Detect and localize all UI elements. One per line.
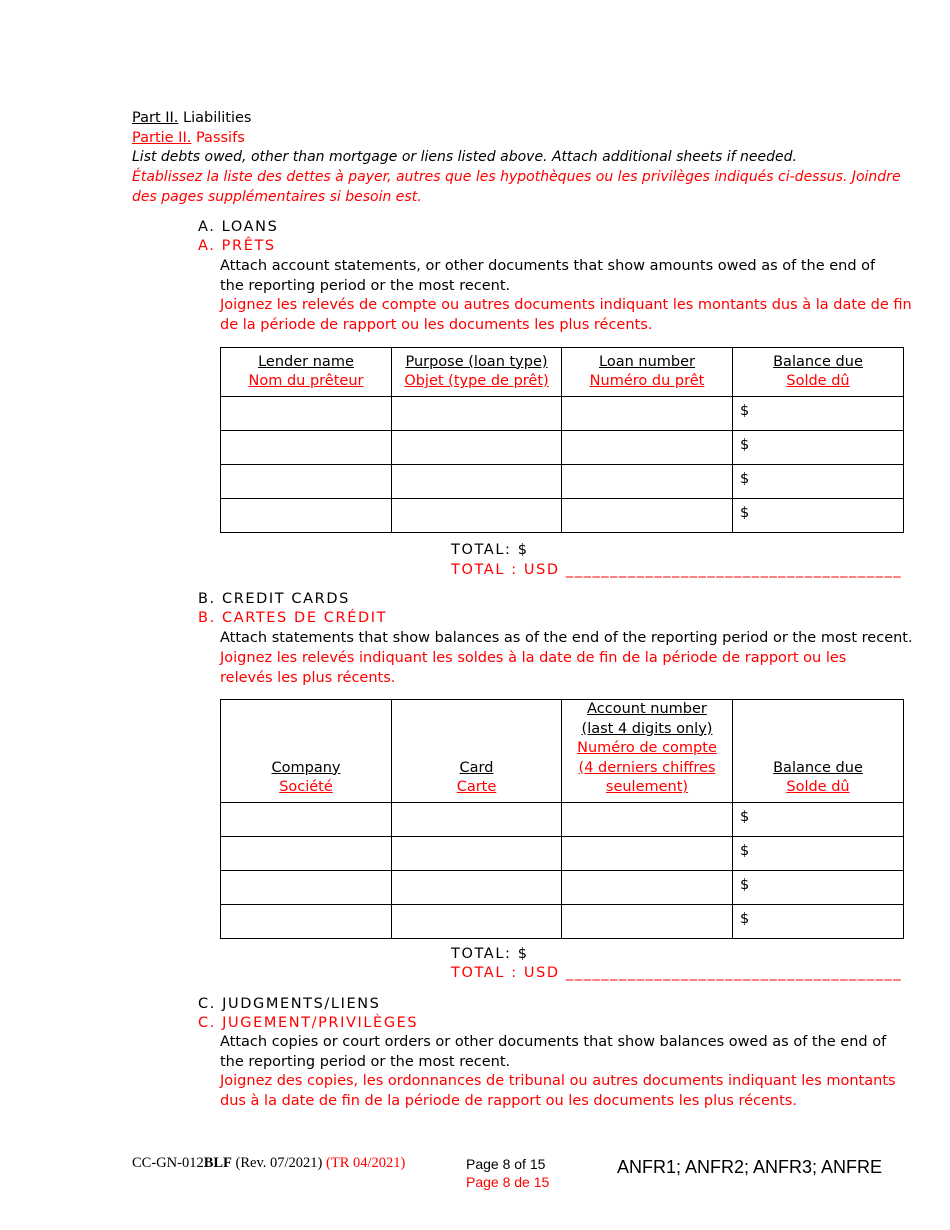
loans-total-fr: TOTAL : USD ______________________________________ xyxy=(451,562,903,578)
balance-field[interactable]: $ xyxy=(733,904,904,938)
lender-name-field[interactable] xyxy=(221,397,392,431)
judgments-heading-fr: C. JUGEMENT/PRIVILÈGES xyxy=(198,1015,419,1031)
card-field[interactable] xyxy=(392,904,562,938)
part-instructions-en: List debts owed, other than mortgage or liens listed above. Attach additional sheets if needed. xyxy=(132,149,797,165)
table-row xyxy=(221,397,904,431)
card-field[interactable] xyxy=(392,802,562,836)
form-suffix: BLF xyxy=(203,1155,232,1171)
loans-header-row xyxy=(221,348,904,397)
account-number-field[interactable] xyxy=(562,870,733,904)
judgments-heading-en: C. JUDGMENTS/LIENS xyxy=(198,996,381,1012)
loan-number-field[interactable] xyxy=(562,397,733,431)
company-field[interactable] xyxy=(221,802,392,836)
part-heading-en xyxy=(132,109,252,129)
lender-name-field[interactable] xyxy=(221,499,392,533)
loans-col-balance: Balance due Solde dû xyxy=(733,348,904,397)
card-field[interactable] xyxy=(392,836,562,870)
loan-number-field[interactable] xyxy=(562,499,733,533)
loans-col-purpose: Purpose (loan type) Objet (type de prêt) xyxy=(392,348,562,397)
cards-header-row xyxy=(221,700,904,803)
cards-total-en[interactable]: TOTAL: $ xyxy=(451,946,529,962)
form-revision: (Rev. 07/2021) xyxy=(235,1155,323,1171)
form-codes: ANFR1; ANFR2; ANFR3; ANFRE xyxy=(617,1157,883,1177)
form-identifier xyxy=(132,1155,405,1172)
part-title-fr: Passifs xyxy=(195,130,245,146)
cards-total-fr: TOTAL : USD ______________________________________ xyxy=(451,965,903,981)
lender-name-field[interactable] xyxy=(221,431,392,465)
table-row xyxy=(221,499,904,533)
cards-col-balance: Balance due Solde dû xyxy=(733,700,904,803)
card-field[interactable] xyxy=(392,870,562,904)
account-number-field[interactable] xyxy=(562,904,733,938)
form-translation-date: (TR 04/2021) xyxy=(326,1155,406,1171)
lender-name-field[interactable] xyxy=(221,465,392,499)
loans-heading-en: A. LOANS xyxy=(198,219,279,235)
balance-field[interactable]: $ xyxy=(733,802,904,836)
loans-col-number: Loan number Numéro du prêt xyxy=(562,348,733,397)
purpose-field[interactable] xyxy=(392,499,562,533)
part-heading-fr xyxy=(132,129,245,149)
table-row xyxy=(221,836,904,870)
part-instructions-fr: Établissez la liste des dettes à payer, autres que les hypothèques ou les privilèges indiqués ci-dessus. Joindre des pages supplémentaires si besoin est. xyxy=(132,169,901,205)
balance-field[interactable]: $ xyxy=(733,499,904,533)
loans-instructions-en: Attach account statements, or other documents that show amounts owed as of the end of the reporting period or the most recent. xyxy=(220,258,876,294)
cards-heading-en: B. CREDIT CARDS xyxy=(198,591,350,607)
cards-heading-fr: B. CARTES DE CRÉDIT xyxy=(198,610,388,626)
table-row xyxy=(221,870,904,904)
balance-field[interactable]: $ xyxy=(733,465,904,499)
loans-table xyxy=(220,347,904,533)
loans-total-en[interactable]: TOTAL: $ xyxy=(451,542,529,558)
part-title-en: Liabilities xyxy=(183,110,252,126)
table-row xyxy=(221,431,904,465)
table-row xyxy=(221,904,904,938)
balance-field[interactable]: $ xyxy=(733,870,904,904)
loan-number-field[interactable] xyxy=(562,431,733,465)
account-number-field[interactable] xyxy=(562,802,733,836)
cards-instructions-en: Attach statements that show balances as of the end of the reporting period or the most recent. xyxy=(220,630,913,646)
balance-field[interactable]: $ xyxy=(733,431,904,465)
cards-col-company: Company Société xyxy=(221,700,392,803)
loan-number-field[interactable] xyxy=(562,465,733,499)
account-number-field[interactable] xyxy=(562,836,733,870)
cards-col-card: Card Carte xyxy=(392,700,562,803)
judgments-instructions-en: Attach copies or court orders or other documents that show balances owed as of the end of the reporting period or the most recent. xyxy=(220,1034,887,1070)
loans-instructions-fr: Joignez les relevés de compte ou autres documents indiquant les montants dus à la date de fin de la période de rapport ou les documents les plus récents. xyxy=(220,297,912,333)
company-field[interactable] xyxy=(221,904,392,938)
cards-instructions-fr: Joignez les relevés indiquant les soldes à la date de fin de la période de rapport ou les relevés les plus récents. xyxy=(220,650,847,686)
balance-field[interactable]: $ xyxy=(733,836,904,870)
loans-heading-fr: A. PRÊTS xyxy=(198,238,276,254)
purpose-field[interactable] xyxy=(392,397,562,431)
cards-table xyxy=(220,699,904,939)
part-label-en: Part II. xyxy=(132,110,179,126)
judgments-instructions-fr: Joignez des copies, les ordonnances de tribunal ou autres documents indiquant les montants dus à la date de fin de la période de rapport ou les documents les plus récents. xyxy=(220,1073,896,1109)
form-code: CC-GN-012 xyxy=(132,1155,204,1171)
table-row xyxy=(221,465,904,499)
company-field[interactable] xyxy=(221,836,392,870)
balance-field[interactable]: $ xyxy=(733,397,904,431)
cards-col-account: Account number (last 4 digits only) Numéro de compte (4 derniers chiffres seulement) xyxy=(562,700,733,803)
purpose-field[interactable] xyxy=(392,465,562,499)
company-field[interactable] xyxy=(221,870,392,904)
page-number-fr: Page 8 de 15 xyxy=(466,1174,550,1190)
page-number-en: Page 8 of 15 xyxy=(466,1156,546,1172)
purpose-field[interactable] xyxy=(392,431,562,465)
part-label-fr: Partie II. xyxy=(132,130,192,146)
loans-col-lender: Lender name Nom du prêteur xyxy=(221,348,392,397)
table-row xyxy=(221,802,904,836)
